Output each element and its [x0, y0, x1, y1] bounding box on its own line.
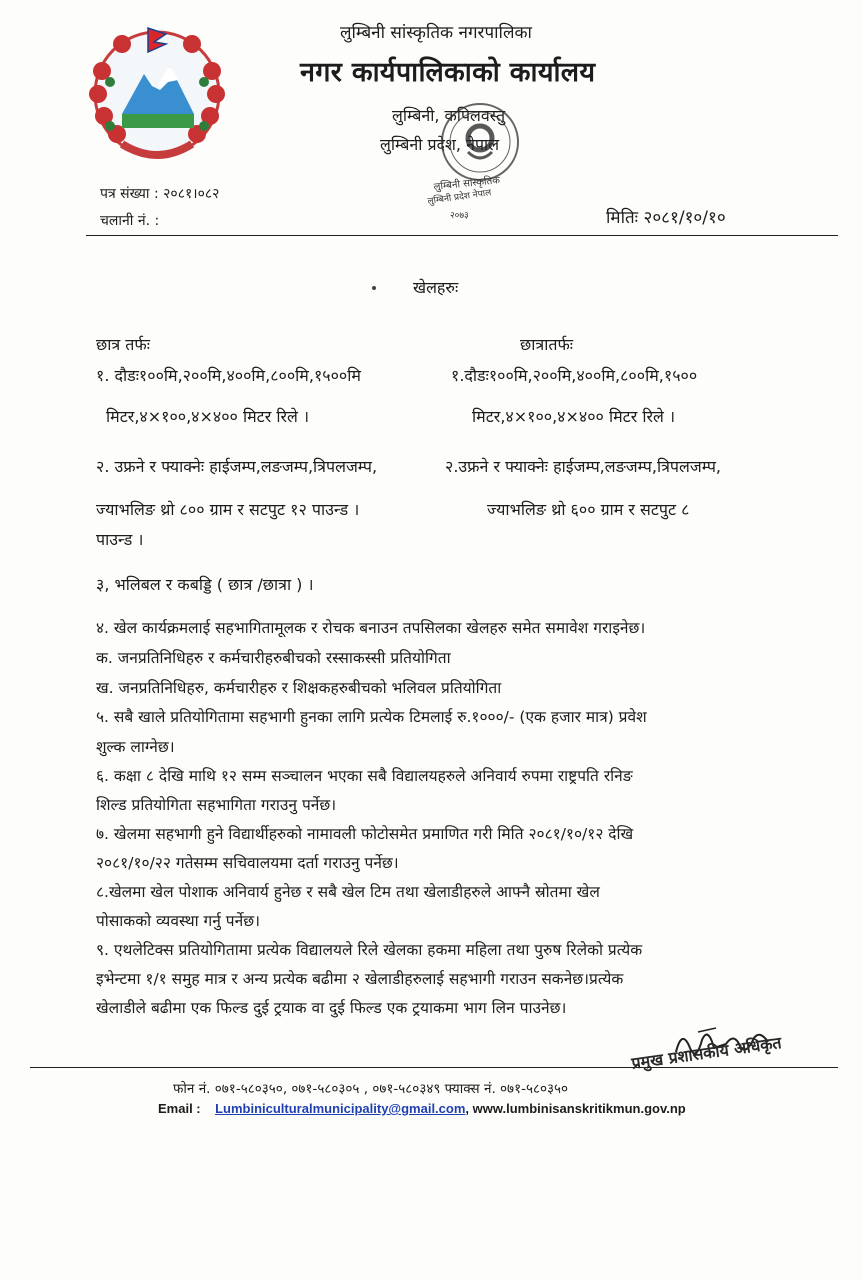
office-province: लुम्बिनी प्रदेश, नेपाल: [380, 135, 500, 154]
stamp-year: २०७३: [450, 211, 469, 221]
girls-item2-line1: २.उफ्रने र फ्याक्नेः हाईजम्प,लङजम्प,त्रिपलजम्प,: [445, 457, 722, 476]
dispatch-no: चलानी नं. :: [100, 213, 160, 229]
nepal-emblem-icon: [82, 16, 232, 166]
bullet-dot: [372, 286, 376, 290]
stamp-text-line2: लुम्बिनी प्रदेश नेपाल: [427, 188, 492, 207]
office-stamp-icon: [410, 92, 540, 222]
email-label: Email :: [158, 1101, 201, 1116]
boys-item1-line2: मिटर,४×१००,४×४०० मिटर रिले ।: [106, 407, 310, 426]
email-link[interactable]: Lumbiniculturalmunicipality@gmail.com: [215, 1101, 466, 1116]
letter-date: मितिः २०८१/१०/१०: [606, 208, 726, 228]
point-7-line2: २०८१/१०/२२ गतेसम्म सचिवालयमा दर्ता गराउनु पर्नेछ।: [96, 854, 399, 872]
footer-phone: फोन नं. ०७१-५८०३५०, ०७१-५८०३०५ , ०७१-५८०३४९ फ्याक्स नं. ०७१-५८०३५०: [173, 1081, 569, 1097]
point-3: ३, भलिबल र कबड्डि ( छात्र /छात्रा ) ।: [96, 575, 314, 594]
footer-contact: [158, 1101, 686, 1116]
point-4-ka: क. जनप्रतिनिधिहरु र कर्मचारीहरुबीचको रस्साकस्सी प्रतियोगिता: [96, 649, 451, 667]
games-heading: खेलहरुः: [413, 278, 459, 297]
point-5-line1: ५. सबै खाले प्रतियोगितामा सहभागी हुनका लागि प्रत्येक टिमलाई रु.१०००/- (एक हजार मात्र) प्रवेश: [96, 708, 647, 726]
point-9-line1: ९. एथलेटिक्स प्रतियोगितामा प्रत्येक विद्यालयले रिले खेलका हकमा महिला तथा पुरुष रिलेको प्रत्येक: [96, 941, 643, 959]
point-7-line1: ७. खेलमा सहभागी हुने विद्यार्थीहरुको नामावली फोटोसमेत प्रमाणित गरी मिति २०८१/१०/१२ देखि: [96, 825, 634, 843]
girls-heading: छात्रातर्फः: [520, 335, 574, 354]
boys-heading: छात्र तर्फः: [96, 335, 150, 354]
boys-item2-line1: २. उफ्रने र फ्याक्नेः हाईजम्प,लङजम्प,त्रिपलजम्प,: [96, 457, 378, 476]
boys-item1-line1: १. दौडः१००मि,२००मि,४००मि,८००मि,१५००मि: [96, 366, 361, 385]
point-5-line2: शुल्क लाग्नेछ।: [96, 738, 175, 756]
point-6-line1: ६. कक्षा ८ देखि माथि १२ सम्म सञ्चालन भएका सबै विद्यालयहरुले अनिवार्य रुपमा राष्ट्रपति रनिङ: [96, 767, 633, 785]
point-8-line1: ८.खेलमा खेल पोशाक अनिवार्य हुनेछ र सबै खेल टिम तथा खेलाडीहरुले आफ्नै स्रोतमा खेल: [96, 883, 600, 901]
point-4-kha: ख. जनप्रतिनिधिहरु, कर्मचारीहरु र शिक्षकहरुबीचको भलिवल प्रतियोगिता: [96, 679, 502, 697]
boys-item2-line3: पाउन्ड ।: [96, 530, 144, 549]
header-divider: [86, 235, 838, 236]
website-text[interactable]: , www.lumbinisanskritikmun.gov.np: [465, 1101, 686, 1116]
municipality-name: लुम्बिनी सांस्कृतिक नगरपालिका: [340, 23, 532, 43]
office-name: नगर कार्यपालिकाको कार्यालय: [300, 57, 596, 88]
stamp-text-line1: लुम्बिनी सांस्कृतिक: [433, 175, 501, 193]
girls-item2-line2: ज्याभलिङ थ्रो ६०० ग्राम र सटपुट ८: [487, 500, 690, 519]
boys-item2-line2: ज्याभलिङ थ्रो ८०० ग्राम र सटपुट १२ पाउन्ड ।: [96, 500, 360, 519]
point-9-line2: इभेन्टमा १/१ समुह मात्र र अन्य प्रत्येक बढीमा २ खेलाडीहरुलाई सहभागी गराउन सकनेछ।प्रत्येक: [96, 970, 624, 988]
point-8-line2: पोसाकको व्यवस्था गर्नु पर्नेछ।: [96, 912, 260, 930]
office-place: लुम्बिनी, कपिलवस्तु: [392, 106, 506, 125]
point-4: ४. खेल कार्यक्रमलाई सहभागितामूलक र रोचक बनाउन तपसिलका खेलहरु समेत समावेश गराइनेछ।: [96, 619, 646, 637]
point-6-line2: शिल्ड प्रतियोगिता सहभागिता गराउनु पर्नेछ।: [96, 796, 337, 814]
footer-divider: [30, 1067, 838, 1068]
girls-item1-line2: मिटर,४×१००,४×४०० मिटर रिले ।: [472, 407, 676, 426]
point-9-line3: खेलाडीले बढीमा एक फिल्ड दुई ट्रयाक वा दुई फिल्ड एक ट्रयाकमा भाग लिन पाउनेछ।: [96, 999, 567, 1017]
officer-title: प्रमुख प्रशासकीय अधिकृत: [630, 1032, 783, 1073]
letter-ref-no: पत्र संख्या : २०८१।०८२: [100, 186, 220, 202]
girls-item1-line1: १.दौडः१००मि,२००मि,४००मि,८००मि,१५००: [451, 366, 698, 385]
